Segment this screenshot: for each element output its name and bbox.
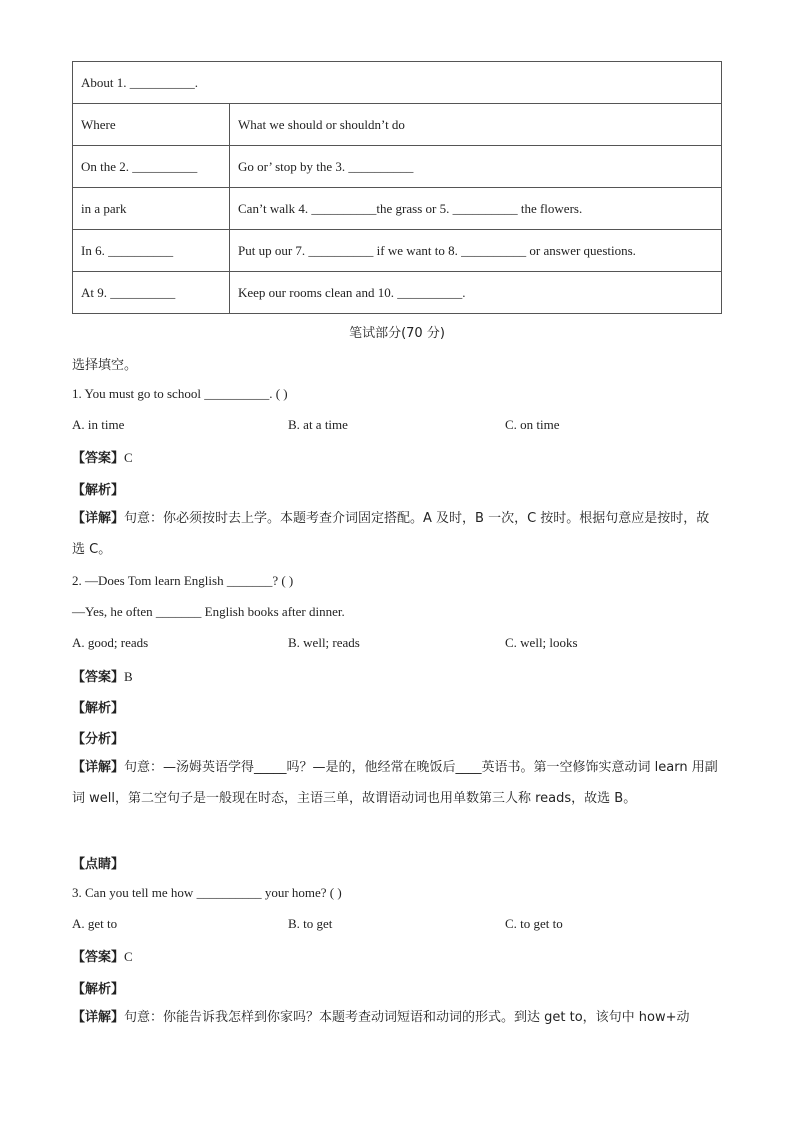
table-cell: in a park [73, 188, 230, 230]
answer-value: B [124, 669, 133, 684]
table-row [73, 188, 722, 230]
detail-tag: 【详解】 [72, 511, 125, 526]
table-row [73, 104, 722, 146]
table-row [73, 230, 722, 272]
detail-text: 句意：你能告诉我怎样到你家吗？本题考查动词短语和动词的形式。到达 get to，该句中 how+动 [124, 1010, 690, 1025]
table-cell: At 9. __________ [73, 272, 230, 314]
q2-answer [72, 666, 133, 685]
q3-analysis-tag: 【解析】 [72, 982, 125, 997]
table-cell: About 1. __________. [73, 62, 722, 104]
q1-option-b: B. at a time [288, 417, 348, 432]
instruction: 选择填空。 [72, 358, 138, 373]
q2-detail [72, 752, 722, 814]
table-row [73, 272, 722, 314]
detail-text: 句意：你必须按时去上学。本题考查介词固定搭配。A 及时，B 一次，C 按时。根据句意应是按时，故选 C。 [72, 511, 710, 557]
answer-tag: 【答案】 [72, 950, 125, 965]
question-2-stem: 2. —Does Tom learn English _______? ( ) [72, 573, 294, 588]
q3-option-c: C. to get to [505, 916, 563, 931]
q2-option-b: B. well; reads [288, 635, 360, 650]
question-2-stem-2: —Yes, he often _______ English books after dinner. [72, 604, 345, 619]
detail-tag: 【详解】 [72, 760, 125, 775]
table-cell: Go or’ stop by the 3. __________ [230, 146, 722, 188]
topic-table [72, 61, 722, 314]
table-cell: Can’t walk 4. __________the grass or 5. __________ the flowers. [230, 188, 722, 230]
table-row [73, 146, 722, 188]
table-cell: Keep our rooms clean and 10. __________. [230, 272, 722, 314]
answer-value: C [124, 949, 133, 964]
q1-analysis-tag: 【解析】 [72, 483, 125, 498]
q3-detail [72, 1002, 722, 1033]
q2-option-a: A. good; reads [72, 635, 149, 650]
table-cell: In 6. __________ [73, 230, 230, 272]
table-cell: Put up our 7. __________ if we want to 8. __________ or answer questions. [230, 230, 722, 272]
q2-fenxi-tag: 【分析】 [72, 732, 125, 747]
q1-answer [72, 447, 133, 466]
q1-option-c: C. on time [505, 417, 560, 432]
q3-option-a: A. get to [72, 916, 118, 931]
q1-detail [72, 503, 722, 565]
table-cell: On the 2. __________ [73, 146, 230, 188]
q3-answer [72, 946, 133, 965]
q2-dianjing-tag: 【点睛】 [72, 857, 125, 872]
q1-option-a: A. in time [72, 417, 125, 432]
detail-text: 句意：—汤姆英语学得_____吗？—是的，他经常在晚饭后____英语书。第一空修饰实意动词 learn 用副词 well，第二空句子是一般现在时态，主语三单，故谓语动词也用单数第三人称 reads，故选 B。 [72, 760, 718, 806]
question-3-stem: 3. Can you tell me how __________ your home? ( ) [72, 885, 342, 900]
detail-tag: 【详解】 [72, 1010, 125, 1025]
q2-analysis-tag: 【解析】 [72, 701, 125, 716]
q3-option-b: B. to get [288, 916, 333, 931]
section-title: 笔试部分(70 分) [349, 326, 445, 341]
answer-tag: 【答案】 [72, 451, 125, 466]
answer-tag: 【答案】 [72, 670, 125, 685]
table-row [73, 62, 722, 104]
table-cell: What we should or shouldn’t do [230, 104, 722, 146]
q2-option-c: C. well; looks [505, 635, 578, 650]
answer-value: C [124, 450, 133, 465]
table-cell: Where [73, 104, 230, 146]
question-1-stem: 1. You must go to school __________. ( ) [72, 386, 288, 401]
